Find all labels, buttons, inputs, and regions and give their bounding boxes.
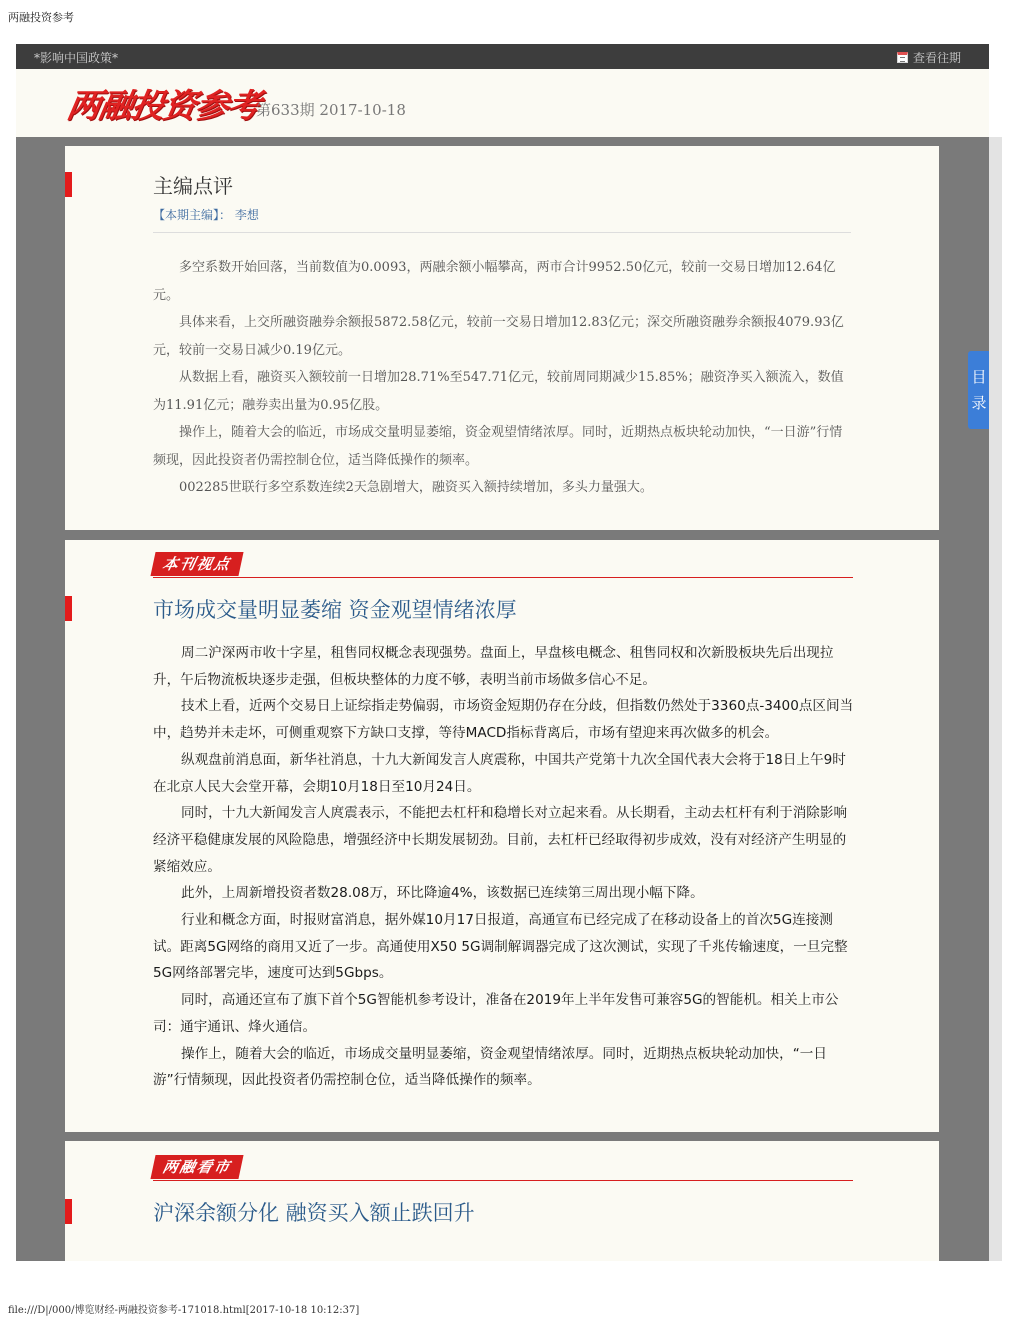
badge-underline — [153, 1180, 853, 1181]
calendar-icon — [897, 52, 908, 63]
toc-label: 目录 — [971, 368, 987, 412]
article-title[interactable]: 沪深余额分化 融资买入额止跌回升 — [153, 1201, 475, 1225]
paragraph: 操作上，随着大会的临近，市场成交量明显萎缩，资金观望情绪浓厚。同时，近期热点板块轮动加快，“一日游”行情频现，因此投资者仍需控制仓位，适当降低操作的频率。 — [153, 1045, 827, 1089]
print-footer: file:///D|/000/博览财经-两融投资参考-171018.html[2017-10-18 10:12:37] — [8, 1305, 360, 1316]
paragraph: 同时，十九大新闻发言人庹震表示，不能把去杠杆和稳增长对立起来看。从长期看，主动去杠杆有利于消除影响经济平稳健康发展的风险隐患，增强经济中长期发展韧劲。目前，去杠杆已经取得初步成效，没有对经济产生明显的紧缩效应。 — [153, 805, 848, 875]
paragraph: 从数据上看，融资买入额较前一日增加28.71%至547.71亿元，较前周同期减少15.85%；融资净买入额流入，数值为11.91亿元；融券卖出量为0.95亿股。 — [153, 370, 844, 413]
margin-panel — [65, 1141, 939, 1261]
top-bar — [16, 44, 989, 69]
paragraph: 同时，高通还宣布了旗下首个5G智能机参考设计，准备在2019年上半年发售可兼容5G的智能机。相关上市公司：通宇通讯、烽火通信。 — [153, 992, 839, 1035]
editor-line — [153, 206, 259, 223]
paragraph: 具体来看，上交所融资融券余额报5872.58亿元，较前一交易日增加12.83亿元；深交所融资融券余额报4079.93亿元，较前一交易日减少0.19亿元。 — [153, 315, 844, 358]
article-title[interactable]: 市场成交量明显萎缩 资金观望情绪浓厚 — [153, 598, 517, 622]
history-link[interactable] — [897, 49, 961, 66]
section-marker — [65, 172, 72, 197]
paragraph: 周二沪深两市收十字星，租售同权概念表现强势。盘面上，早盘核电概念、租售同权和次新股板块先后出现拉升，午后物流板块逐步走强，但板块整体的力度不够，表明当前市场做多信心不足。 — [153, 645, 834, 688]
paragraph: 此外，上周新增投资者数28.08万，环比降逾4%，该数据已连续第三周出现小幅下降。 — [181, 885, 704, 902]
masthead — [16, 69, 989, 137]
logo: 两融投资参考 — [64, 86, 264, 125]
history-label: 查看往期 — [912, 51, 961, 65]
editorial-panel — [65, 146, 939, 530]
editor-label: 【本期主编】： — [153, 208, 232, 222]
paragraph: 技术上看，近两个交易日上证综指走势偏弱，市场资金短期仍存在分歧，但指数仍然处于3360点-3400点区间当中，趋势并未走坏，可侧重观察下方缺口支撑，等待MACD指标背离后，市场有望迎来再次做多的机会。 — [153, 698, 854, 742]
editorial-title: 主编点评 — [153, 174, 233, 198]
editor-name[interactable]: 李想 — [234, 208, 259, 222]
issue-info: 第633期 2017-10-18 — [256, 101, 406, 119]
paragraph: 操作上，随着大会的临近，市场成交量明显萎缩，资金观望情绪浓厚。同时，近期热点板块轮动加快，“一日游”行情频现，因此投资者仍需控制仓位，适当降低操作的频率。 — [153, 425, 843, 468]
scrollbar[interactable] — [989, 137, 1002, 1261]
section-badge: 两融看市 — [150, 1155, 243, 1179]
section-marker — [65, 1199, 72, 1224]
slogan: *影响中国政策* — [34, 51, 119, 65]
badge-underline — [153, 577, 853, 578]
print-header: 两融投资参考 — [8, 11, 74, 24]
section-badge: 本刊视点 — [150, 552, 243, 576]
paragraph: 多空系数开始回落，当前数值为0.0093，两融余额小幅攀高，两市合计9952.50亿元，较前一交易日增加12.64亿元。 — [153, 260, 836, 303]
viewpoint-panel — [65, 540, 939, 1132]
divider — [153, 232, 851, 233]
paragraph: 纵观盘前消息面，新华社消息，十九大新闻发言人庹震称，中国共产党第十九次全国代表大会将于18日上午9时在北京人民大会堂开幕，会期10月18日至10月24日。 — [153, 751, 846, 795]
toc-tab[interactable] — [968, 351, 989, 429]
editorial-body — [153, 254, 853, 502]
paragraph: 行业和概念方面，时报财富消息，据外媒10月17日报道，高通宣布已经完成了在移动设备上的首次5G连接测试。距离5G网络的商用又近了一步。高通使用X50 5G调制解调器完成了这次测试，实现了千兆传输速度，一旦完整5G网络部署完毕，速度可达到5Gbps。 — [153, 912, 848, 982]
paragraph: 002285世联行多空系数连续2天急剧增大，融资买入额持续增加，多头力量强大。 — [179, 480, 653, 495]
page-frame — [16, 44, 989, 1261]
section-marker — [65, 596, 72, 621]
article-body — [153, 640, 859, 1094]
